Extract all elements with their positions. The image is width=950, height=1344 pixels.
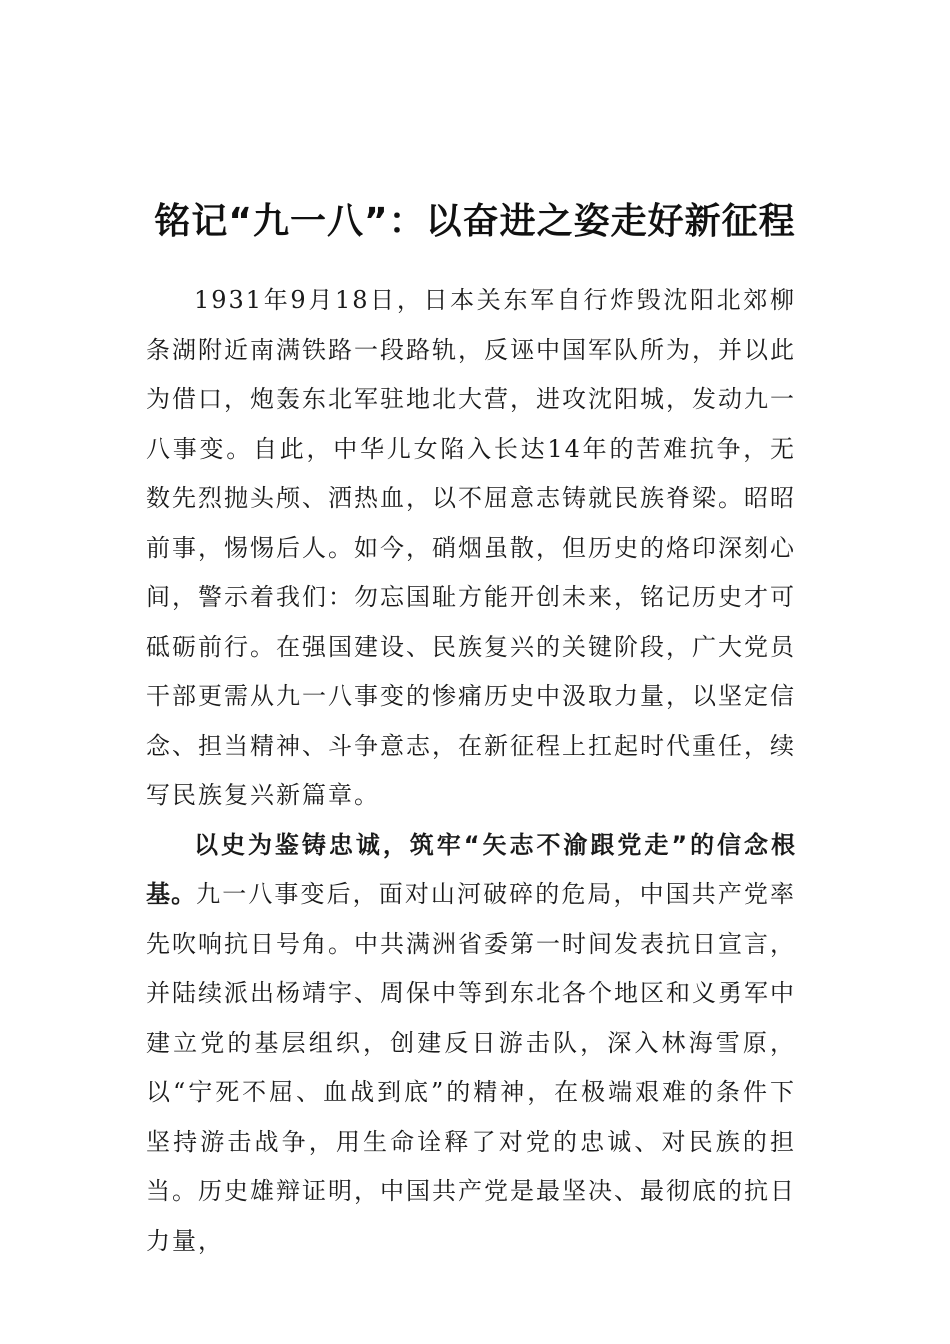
document-title: 铭记“九一八”：以奋进之姿走好新征程: [154, 201, 796, 243]
paragraph-2: [146, 821, 796, 1267]
paragraph-1: [146, 276, 796, 821]
paragraph-2-lead: 以史为鉴铸忠诚，筑牢“矢志不渝跟党走”的信念根基。: [146, 830, 796, 908]
paragraph-2-text: 九一八事变后，面对山河破碎的危局，中国共产党率先吹响抗日号角。中共满洲省委第一时间发表抗日宣言，并陆续派出杨靖宇、周保中等到东北各个地区和义勇军中建立党的基层组织，创建反日游击队，深入林海雪原，以“宁死不屈、血战到底”的精神，在极端艰难的条件下坚持游击战争，用生命诠释了对党的忠诚、对民族的担当。历史雄辩证明，中国共产党是最坚决、最彻底的抗日力量，: [146, 880, 797, 1255]
paragraph-1-text: 1931年9月18日，日本关东军自行炸毁沈阳北郊柳条湖附近南满铁路一段路轨，反诬中国军队所为，并以此为借口，炮轰东北军驻地北大营，进攻沈阳城，发动九一八事变。自此，中华儿女陷入长达14年的苦难抗争，无数先烈抛头颅、洒热血，以不屈意志铸就民族脊梁。昭昭前事，惕惕后人。如今，硝烟虽散，但历史的烙印深刻心间，警示着我们：勿忘国耻方能开创未来，铭记历史才可砥砺前行。在强国建设、民族复兴的关键阶段，广大党员干部更需从九一八事变的惨痛历史中汲取力量，以坚定信念、担当精神、斗争意志，在新征程上扛起时代重任，续写民族复兴新篇章。: [146, 286, 796, 809]
document-body: [146, 276, 796, 1266]
